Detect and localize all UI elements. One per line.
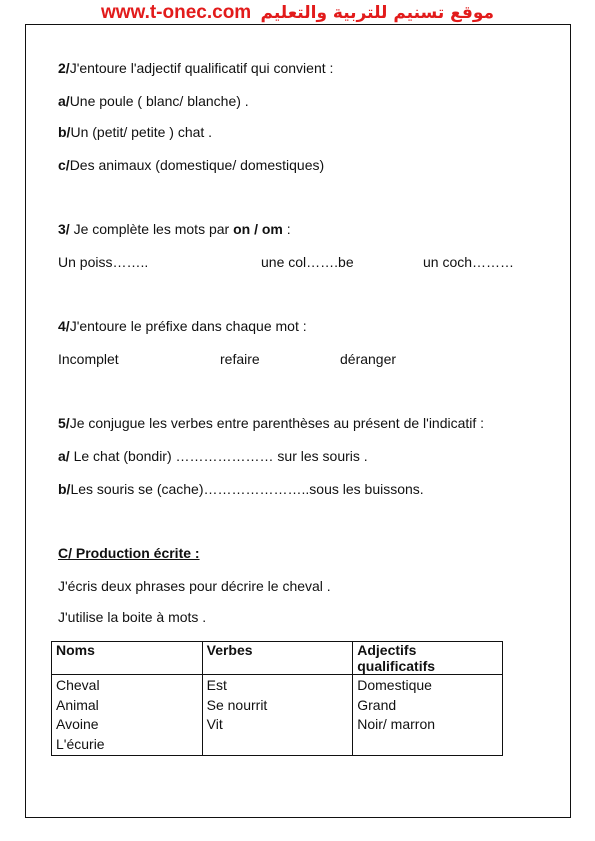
header-adjectifs: Adjectifs qualificatifs bbox=[353, 642, 503, 675]
q4-word-1: Incomplet bbox=[58, 351, 119, 367]
production-line-2: J'utilise la boite à mots . bbox=[58, 609, 207, 625]
verbe-item: Vit bbox=[206, 716, 223, 732]
adjectif-item: Domestique bbox=[357, 677, 432, 693]
q2-item-a: a/Une poule ( blanc/ blanche) . bbox=[58, 93, 249, 109]
site-header bbox=[0, 2, 595, 24]
nom-item: Animal bbox=[56, 696, 99, 713]
q3-title: 3/ Je complète les mots par on / om : bbox=[58, 221, 291, 237]
nom-item: L'écurie bbox=[56, 735, 105, 752]
word-box-body-row bbox=[52, 675, 503, 756]
site-url[interactable]: www.t-onec.com bbox=[100, 2, 252, 23]
noms-column bbox=[52, 675, 203, 756]
q3-word-2: une col…….be bbox=[261, 254, 354, 270]
adjectif-item: Grand bbox=[357, 696, 397, 713]
header-noms: Noms bbox=[52, 642, 203, 675]
site-arabic-name: موقع تسنيم للتربية والتعليم bbox=[260, 3, 495, 23]
verbes-column bbox=[202, 675, 353, 756]
q5-item-a: a/ Le chat (bondir) ………………… sur les souris . bbox=[58, 448, 368, 464]
q2-item-b: b/Un (petit/ petite ) chat . bbox=[58, 124, 213, 140]
word-box-table bbox=[51, 641, 503, 756]
nom-item: Avoine bbox=[56, 716, 99, 732]
adjectifs-column bbox=[353, 675, 503, 756]
header-verbes: Verbes bbox=[202, 642, 353, 675]
verbe-item: Est bbox=[206, 677, 227, 693]
q3-word-3: un coch……… bbox=[423, 254, 515, 270]
q2-title: 2/J'entoure l'adjectif qualificatif qui convient : bbox=[58, 60, 334, 76]
production-line-1: J'écris deux phrases pour décrire le cheval . bbox=[58, 578, 331, 594]
q4-word-3: déranger bbox=[340, 351, 397, 367]
q5-item-b: b/Les souris se (cache)…………………..sous les buissons. bbox=[58, 481, 424, 497]
nom-item: Cheval bbox=[56, 677, 100, 693]
q5-title: 5/Je conjugue les verbes entre parenthèses au présent de l'indicatif : bbox=[58, 415, 485, 431]
q3-word-1: Un poiss…….. bbox=[58, 254, 149, 270]
q4-title: 4/J'entoure le préfixe dans chaque mot : bbox=[58, 318, 307, 334]
verbe-item: Se nourrit bbox=[206, 696, 268, 713]
adjectif-item: Noir/ marron bbox=[357, 716, 436, 732]
q2-item-c: c/Des animaux (domestique/ domestiques) bbox=[58, 157, 325, 173]
word-box-header-row bbox=[52, 642, 503, 675]
q4-word-2: refaire bbox=[220, 351, 260, 367]
production-title: C/ Production écrite : bbox=[58, 545, 200, 561]
